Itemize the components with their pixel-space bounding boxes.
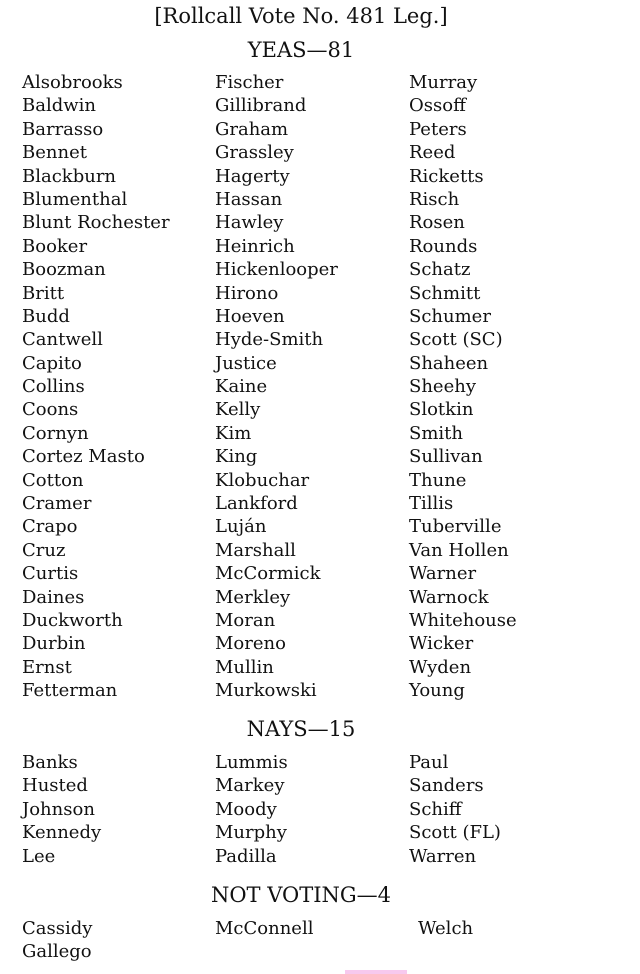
highlight-mark bbox=[345, 970, 407, 974]
senator-name: Luján bbox=[215, 516, 267, 538]
senator-name: Johnson bbox=[22, 798, 95, 820]
yeas-column-1 bbox=[22, 71, 170, 703]
senator-name: Warnock bbox=[409, 586, 489, 608]
senator-name: Booker bbox=[22, 235, 88, 257]
senator-name: Hyde-Smith bbox=[215, 329, 324, 351]
senator-name: Banks bbox=[22, 752, 78, 773]
senator-name: Cassidy bbox=[22, 918, 93, 939]
nays-column-2 bbox=[215, 751, 288, 868]
senator-name: Van Hollen bbox=[409, 539, 509, 561]
senator-name: Fischer bbox=[215, 72, 284, 93]
senator-name: Ernst bbox=[22, 656, 72, 678]
senator-name: Graham bbox=[215, 118, 289, 140]
yeas-heading: YEAS—81 bbox=[247, 38, 355, 62]
senator-name: Ossoff bbox=[409, 95, 466, 117]
senator-name: Hassan bbox=[215, 188, 283, 210]
senator-name: Markey bbox=[215, 775, 285, 797]
senator-name: Ricketts bbox=[409, 165, 484, 187]
senator-name: Boozman bbox=[22, 259, 106, 281]
senator-name: Justice bbox=[215, 352, 277, 374]
senator-name: Schiff bbox=[409, 798, 462, 820]
senator-name: Fetterman bbox=[22, 680, 118, 702]
senator-name: Sullivan bbox=[409, 446, 483, 468]
senator-name: Alsobrooks bbox=[22, 72, 123, 93]
senator-name: Coons bbox=[22, 399, 79, 421]
senator-name: Shaheen bbox=[409, 352, 489, 374]
senator-name: Young bbox=[409, 680, 465, 702]
senator-name: Tuberville bbox=[409, 516, 502, 538]
senator-name: Schatz bbox=[409, 259, 471, 281]
senator-name: Blunt Rochester bbox=[22, 212, 170, 234]
not-voting-heading: NOT VOTING—4 bbox=[210, 883, 392, 907]
senator-name: Husted bbox=[22, 775, 88, 797]
senator-name: Hawley bbox=[215, 212, 284, 234]
senator-name: Sanders bbox=[409, 775, 484, 797]
senator-name: Kelly bbox=[215, 399, 261, 421]
senator-name: Blackburn bbox=[22, 165, 117, 187]
senator-name: Reed bbox=[409, 142, 456, 164]
senator-name: Wyden bbox=[409, 656, 472, 678]
senator-name: Wicker bbox=[409, 633, 474, 655]
senator-name: Risch bbox=[409, 188, 460, 210]
senator-name: Peters bbox=[409, 118, 467, 140]
nays-column-3 bbox=[409, 751, 501, 868]
senator-name: McCormick bbox=[215, 563, 321, 585]
senator-name: Moreno bbox=[215, 633, 286, 655]
senator-name: Lankford bbox=[215, 493, 298, 515]
senator-name: Padilla bbox=[215, 845, 277, 867]
senator-name: Gillibrand bbox=[215, 95, 307, 117]
senator-name: Cruz bbox=[22, 539, 66, 561]
senator-name: Marshall bbox=[215, 539, 296, 561]
senator-name: Heinrich bbox=[215, 235, 295, 257]
senator-name: Smith bbox=[409, 422, 463, 444]
senator-name: Murphy bbox=[215, 822, 287, 844]
senator-name: King bbox=[215, 446, 258, 468]
senator-name: Gallego bbox=[22, 941, 92, 963]
senator-name: Collins bbox=[22, 376, 85, 398]
senator-name: Bennet bbox=[22, 142, 87, 164]
senator-name: Lummis bbox=[215, 752, 288, 773]
senator-name: Hoeven bbox=[215, 305, 285, 327]
senator-name: Scott (FL) bbox=[409, 822, 501, 844]
senator-name: Cortez Masto bbox=[22, 446, 145, 468]
senator-name: Baldwin bbox=[22, 95, 96, 117]
senator-name: Sheehy bbox=[409, 376, 476, 398]
rollcall-title: [Rollcall Vote No. 481 Leg.] bbox=[154, 4, 448, 28]
senator-name: Schumer bbox=[409, 305, 491, 327]
senator-name: Capito bbox=[22, 352, 82, 374]
senator-name: Rounds bbox=[409, 235, 478, 257]
senator-name: Budd bbox=[22, 305, 70, 327]
senator-name: Hickenlooper bbox=[215, 259, 338, 281]
senator-name: Murkowski bbox=[215, 680, 317, 702]
senator-name: Hirono bbox=[215, 282, 279, 304]
senator-name: Daines bbox=[22, 586, 85, 608]
not-voting-column-1 bbox=[22, 917, 92, 964]
senator-name: Moody bbox=[215, 798, 277, 820]
senator-name: Crapo bbox=[22, 516, 78, 538]
senator-name: McConnell bbox=[215, 918, 314, 939]
yeas-column-3 bbox=[409, 71, 517, 703]
senator-name: Kennedy bbox=[22, 822, 102, 844]
yeas-column-2 bbox=[215, 71, 338, 703]
senator-name: Scott (SC) bbox=[409, 329, 503, 351]
senator-name: Paul bbox=[409, 752, 449, 773]
senator-name: Kaine bbox=[215, 376, 268, 398]
senator-name: Mullin bbox=[215, 656, 274, 678]
senator-name: Cotton bbox=[22, 469, 84, 491]
senator-name: Thune bbox=[409, 469, 467, 491]
senator-name: Lee bbox=[22, 845, 56, 867]
senator-name: Murray bbox=[409, 72, 478, 93]
senator-name: Durbin bbox=[22, 633, 86, 655]
senator-name: Kim bbox=[215, 422, 252, 444]
senator-name: Merkley bbox=[215, 586, 291, 608]
senator-name: Curtis bbox=[22, 563, 79, 585]
senator-name: Cornyn bbox=[22, 422, 89, 444]
senator-name: Schmitt bbox=[409, 282, 481, 304]
senator-name: Britt bbox=[22, 282, 65, 304]
senator-name: Blumenthal bbox=[22, 188, 128, 210]
senator-name: Rosen bbox=[409, 212, 465, 234]
senator-name: Warren bbox=[409, 845, 477, 867]
senator-name: Hagerty bbox=[215, 165, 290, 187]
senator-name: Cantwell bbox=[22, 329, 103, 351]
senator-name: Duckworth bbox=[22, 609, 123, 631]
not-voting-column-3 bbox=[418, 917, 473, 940]
senator-name: Cramer bbox=[22, 493, 92, 515]
not-voting-column-2 bbox=[215, 917, 313, 940]
senator-name: Whitehouse bbox=[409, 609, 517, 631]
nays-column-1 bbox=[22, 751, 101, 868]
senator-name: Slotkin bbox=[409, 399, 474, 421]
senator-name: Tillis bbox=[409, 493, 454, 515]
nays-heading: NAYS—15 bbox=[246, 717, 356, 741]
senator-name: Warner bbox=[409, 563, 477, 585]
senator-name: Welch bbox=[418, 918, 474, 939]
senator-name: Grassley bbox=[215, 142, 294, 164]
senator-name: Barrasso bbox=[22, 118, 104, 140]
senator-name: Klobuchar bbox=[215, 469, 310, 491]
senator-name: Moran bbox=[215, 609, 276, 631]
